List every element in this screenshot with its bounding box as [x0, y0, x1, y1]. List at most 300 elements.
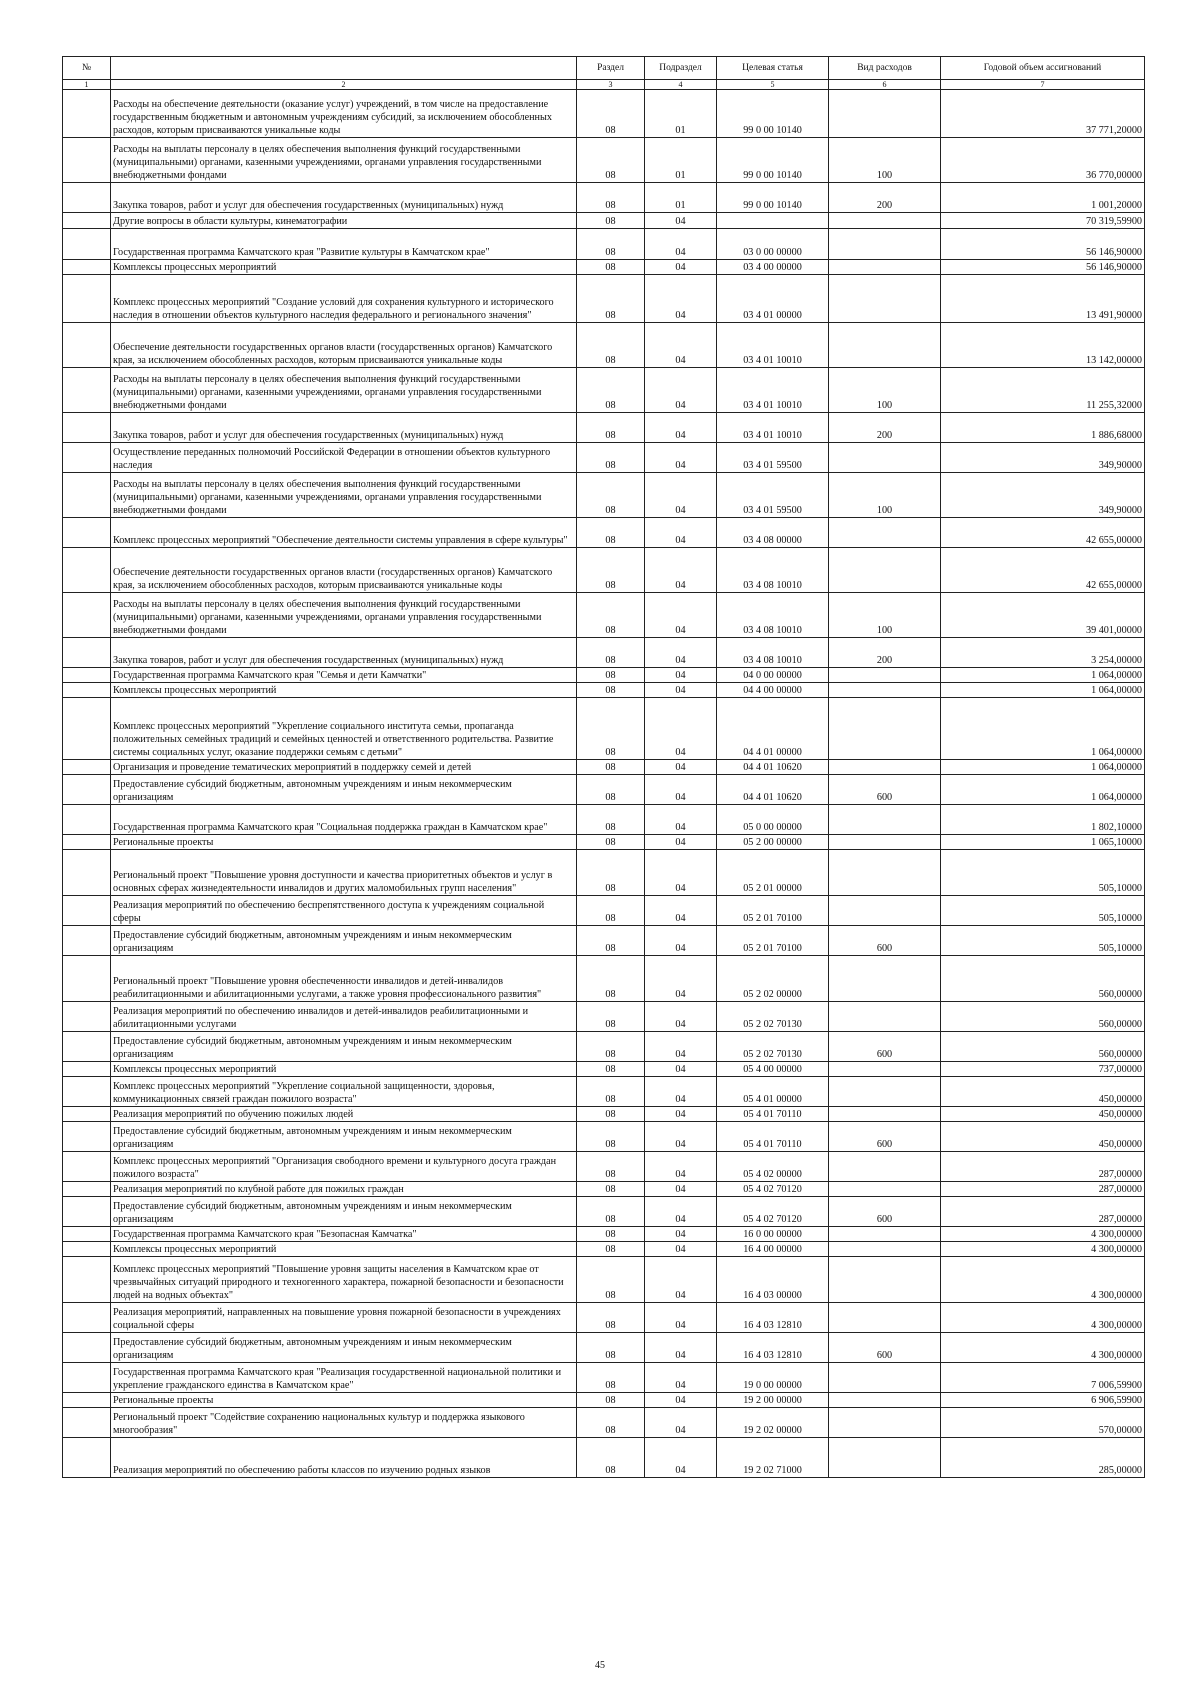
row-expense-type-cell: 100	[829, 138, 941, 183]
row-expense-type-cell: 600	[829, 1122, 941, 1152]
row-razdel-cell: 08	[577, 1393, 645, 1408]
row-razdel-cell: 08	[577, 956, 645, 1002]
row-podrazdel-cell: 04	[645, 548, 717, 593]
row-number-cell	[63, 1122, 111, 1152]
row-number-cell	[63, 443, 111, 473]
table-row	[63, 548, 1145, 593]
row-podrazdel-cell: 04	[645, 1363, 717, 1393]
row-razdel-cell: 08	[577, 1002, 645, 1032]
row-podrazdel-cell: 04	[645, 1122, 717, 1152]
budget-table	[62, 56, 1145, 1478]
row-expense-type-cell	[829, 1077, 941, 1107]
row-target-article-cell: 05 2 01 00000	[717, 850, 829, 896]
row-expense-type-cell	[829, 850, 941, 896]
row-name-cell: Другие вопросы в области культуры, кинематографии	[111, 213, 577, 229]
row-podrazdel-cell: 04	[645, 593, 717, 638]
row-amount-cell: 505,10000	[941, 896, 1145, 926]
row-expense-type-cell	[829, 260, 941, 275]
row-amount-cell: 56 146,90000	[941, 229, 1145, 260]
index-1: 1	[63, 80, 111, 90]
row-name-cell: Предоставление субсидий бюджетным, автономным учреждениям и иным некоммерческим организациям	[111, 1032, 577, 1062]
row-amount-cell: 349,90000	[941, 473, 1145, 518]
row-number-cell	[63, 1303, 111, 1333]
index-6: 6	[829, 80, 941, 90]
table-row	[63, 1077, 1145, 1107]
row-razdel-cell: 08	[577, 229, 645, 260]
row-podrazdel-cell: 04	[645, 1333, 717, 1363]
row-podrazdel-cell: 04	[645, 1182, 717, 1197]
row-target-article-cell: 99 0 00 10140	[717, 138, 829, 183]
header-podrazdel: Подраздел	[645, 57, 717, 80]
row-podrazdel-cell: 04	[645, 1393, 717, 1408]
row-amount-cell: 287,00000	[941, 1152, 1145, 1182]
row-amount-cell: 1 886,68000	[941, 413, 1145, 443]
row-name-cell: Государственная программа Камчатского края "Развитие культуры в Камчатском крае"	[111, 229, 577, 260]
row-expense-type-cell: 200	[829, 638, 941, 668]
row-expense-type-cell: 100	[829, 473, 941, 518]
table-row	[63, 213, 1145, 229]
row-name-cell: Обеспечение деятельности государственных органов власти (государственных органов) Камчатского края, за исключением обособленных расходов, которым присваиваются уникальные коды	[111, 548, 577, 593]
table-row	[63, 760, 1145, 775]
row-expense-type-cell: 600	[829, 926, 941, 956]
row-name-cell: Реализация мероприятий по обеспечению работы классов по изучению родных языков	[111, 1438, 577, 1478]
row-target-article-cell: 05 2 02 70130	[717, 1002, 829, 1032]
row-podrazdel-cell: 04	[645, 1032, 717, 1062]
row-razdel-cell: 08	[577, 805, 645, 835]
row-target-article-cell: 16 4 03 12810	[717, 1333, 829, 1363]
row-number-cell	[63, 1363, 111, 1393]
row-number-cell	[63, 926, 111, 956]
row-expense-type-cell	[829, 1363, 941, 1393]
row-razdel-cell: 08	[577, 1227, 645, 1242]
row-target-article-cell: 05 4 02 00000	[717, 1152, 829, 1182]
row-podrazdel-cell: 04	[645, 805, 717, 835]
table-row	[63, 183, 1145, 213]
row-podrazdel-cell: 04	[645, 213, 717, 229]
row-razdel-cell: 08	[577, 760, 645, 775]
row-number-cell	[63, 213, 111, 229]
table-body	[63, 90, 1145, 1478]
row-number-cell	[63, 1257, 111, 1303]
row-target-article-cell: 16 4 03 12810	[717, 1303, 829, 1333]
row-amount-cell: 56 146,90000	[941, 260, 1145, 275]
row-amount-cell: 1 064,00000	[941, 760, 1145, 775]
row-target-article-cell: 04 0 00 00000	[717, 668, 829, 683]
row-razdel-cell: 08	[577, 275, 645, 323]
row-podrazdel-cell: 04	[645, 638, 717, 668]
row-amount-cell: 1 065,10000	[941, 835, 1145, 850]
table-row	[63, 638, 1145, 668]
row-number-cell	[63, 1438, 111, 1478]
row-amount-cell: 11 255,32000	[941, 368, 1145, 413]
row-number-cell	[63, 90, 111, 138]
row-name-cell: Реализация мероприятий по обучению пожилых людей	[111, 1107, 577, 1122]
row-razdel-cell: 08	[577, 413, 645, 443]
row-amount-cell: 6 906,59900	[941, 1393, 1145, 1408]
row-amount-cell: 1 064,00000	[941, 683, 1145, 698]
row-expense-type-cell	[829, 1438, 941, 1478]
row-podrazdel-cell: 04	[645, 473, 717, 518]
row-amount-cell: 7 006,59900	[941, 1363, 1145, 1393]
row-podrazdel-cell: 04	[645, 835, 717, 850]
row-name-cell: Расходы на выплаты персоналу в целях обеспечения выполнения функций государственными (муниципальными) органами, казенными учреждениями, органами управления государственными внебюджетными фондами	[111, 368, 577, 413]
row-expense-type-cell	[829, 275, 941, 323]
header-razdel: Раздел	[577, 57, 645, 80]
row-target-article-cell: 05 4 01 70110	[717, 1107, 829, 1122]
table-row	[63, 1122, 1145, 1152]
row-razdel-cell: 08	[577, 593, 645, 638]
table-row	[63, 518, 1145, 548]
row-amount-cell: 737,00000	[941, 1062, 1145, 1077]
row-target-article-cell: 03 4 08 10010	[717, 548, 829, 593]
row-expense-type-cell	[829, 1408, 941, 1438]
row-number-cell	[63, 518, 111, 548]
row-razdel-cell: 08	[577, 668, 645, 683]
row-amount-cell: 450,00000	[941, 1077, 1145, 1107]
row-expense-type-cell	[829, 229, 941, 260]
table-row	[63, 926, 1145, 956]
row-number-cell	[63, 638, 111, 668]
row-number-cell	[63, 835, 111, 850]
row-number-cell	[63, 760, 111, 775]
row-amount-cell: 42 655,00000	[941, 518, 1145, 548]
row-expense-type-cell	[829, 323, 941, 368]
row-expense-type-cell	[829, 518, 941, 548]
table-row	[63, 775, 1145, 805]
row-target-article-cell: 05 4 01 70110	[717, 1122, 829, 1152]
row-target-article-cell: 03 4 08 10010	[717, 593, 829, 638]
row-podrazdel-cell: 04	[645, 1062, 717, 1077]
row-number-cell	[63, 1077, 111, 1107]
row-number-cell	[63, 1408, 111, 1438]
row-expense-type-cell	[829, 805, 941, 835]
header-expense-type: Вид расходов	[829, 57, 941, 80]
row-target-article-cell: 16 4 03 00000	[717, 1257, 829, 1303]
row-target-article-cell: 05 4 00 00000	[717, 1062, 829, 1077]
row-number-cell	[63, 775, 111, 805]
table-row	[63, 1333, 1145, 1363]
row-podrazdel-cell: 04	[645, 850, 717, 896]
row-number-cell	[63, 683, 111, 698]
row-name-cell: Комплексы процессных мероприятий	[111, 1062, 577, 1077]
row-amount-cell: 450,00000	[941, 1122, 1145, 1152]
row-target-article-cell: 04 4 01 00000	[717, 698, 829, 760]
row-name-cell: Расходы на выплаты персоналу в целях обеспечения выполнения функций государственными (муниципальными) органами, казенными учреждениями, органами управления государственными внебюджетными фондами	[111, 593, 577, 638]
row-number-cell	[63, 275, 111, 323]
row-name-cell: Предоставление субсидий бюджетным, автономным учреждениям и иным некоммерческим организациям	[111, 1122, 577, 1152]
table-row	[63, 805, 1145, 835]
row-amount-cell: 285,00000	[941, 1438, 1145, 1478]
row-name-cell: Предоставление субсидий бюджетным, автономным учреждениям и иным некоммерческим организациям	[111, 1333, 577, 1363]
row-razdel-cell: 08	[577, 1408, 645, 1438]
row-amount-cell: 1 064,00000	[941, 668, 1145, 683]
row-razdel-cell: 08	[577, 1333, 645, 1363]
row-target-article-cell: 03 4 01 59500	[717, 473, 829, 518]
table-row	[63, 1062, 1145, 1077]
row-razdel-cell: 08	[577, 1107, 645, 1122]
row-target-article-cell: 05 2 02 00000	[717, 956, 829, 1002]
table-row	[63, 260, 1145, 275]
row-expense-type-cell	[829, 896, 941, 926]
row-razdel-cell: 08	[577, 698, 645, 760]
table-row	[63, 368, 1145, 413]
row-amount-cell: 36 770,00000	[941, 138, 1145, 183]
row-podrazdel-cell: 04	[645, 668, 717, 683]
row-name-cell: Региональный проект "Повышение уровня доступности и качества приоритетных объектов и услуг в основных сферах жизнедеятельности инвалидов и других маломобильных групп населения"	[111, 850, 577, 896]
row-podrazdel-cell: 04	[645, 368, 717, 413]
row-amount-cell: 3 254,00000	[941, 638, 1145, 668]
row-amount-cell: 560,00000	[941, 956, 1145, 1002]
row-expense-type-cell	[829, 1002, 941, 1032]
row-razdel-cell: 08	[577, 1257, 645, 1303]
row-expense-type-cell	[829, 90, 941, 138]
row-name-cell: Реализация мероприятий, направленных на повышение уровня пожарной безопасности в учреждениях социальной сферы	[111, 1303, 577, 1333]
row-name-cell: Комплекс процессных мероприятий "Укрепление социальной защищенности, здоровья, коммуникационных связей граждан пожилого возраста"	[111, 1077, 577, 1107]
index-2: 2	[111, 80, 577, 90]
row-target-article-cell: 05 2 02 70130	[717, 1032, 829, 1062]
row-name-cell: Комплекс процессных мероприятий "Повышение уровня защиты населения в Камчатском крае от чрезвычайных ситуаций природного и техногенного характера, пожарной безопасности и безопасности людей на водных объектах"	[111, 1257, 577, 1303]
row-name-cell: Закупка товаров, работ и услуг для обеспечения государственных (муниципальных) нужд	[111, 183, 577, 213]
row-number-cell	[63, 260, 111, 275]
row-amount-cell: 70 319,59900	[941, 213, 1145, 229]
row-name-cell: Комплекс процессных мероприятий "Создание условий для сохранения культурного и исторического наследия в отношении объектов культурного наследия федерального и регионального значения"	[111, 275, 577, 323]
row-number-cell	[63, 1242, 111, 1257]
table-row	[63, 275, 1145, 323]
row-number-cell	[63, 805, 111, 835]
row-expense-type-cell	[829, 548, 941, 593]
row-expense-type-cell: 600	[829, 775, 941, 805]
table-row	[63, 668, 1145, 683]
row-podrazdel-cell: 01	[645, 90, 717, 138]
row-podrazdel-cell: 04	[645, 275, 717, 323]
row-expense-type-cell: 200	[829, 183, 941, 213]
row-number-cell	[63, 1182, 111, 1197]
table-row	[63, 1197, 1145, 1227]
row-target-article-cell: 03 4 01 00000	[717, 275, 829, 323]
row-amount-cell: 1 064,00000	[941, 698, 1145, 760]
table-row	[63, 229, 1145, 260]
row-amount-cell: 4 300,00000	[941, 1257, 1145, 1303]
row-expense-type-cell	[829, 1393, 941, 1408]
row-name-cell: Комплекс процессных мероприятий "Укрепление социального института семьи, пропаганда положительных семейных традиций и семейных ценностей и ответственного родительства. Развитие системы социальных услуг, оказание поддержки семьям с детьми"	[111, 698, 577, 760]
table-row	[63, 1363, 1145, 1393]
table-row	[63, 1257, 1145, 1303]
row-name-cell: Предоставление субсидий бюджетным, автономным учреждениям и иным некоммерческим организациям	[111, 926, 577, 956]
row-razdel-cell: 08	[577, 443, 645, 473]
row-target-article-cell: 99 0 00 10140	[717, 183, 829, 213]
table-row	[63, 1408, 1145, 1438]
row-expense-type-cell	[829, 1242, 941, 1257]
row-name-cell: Региональный проект "Содействие сохранению национальных культур и поддержка языкового многообразия"	[111, 1408, 577, 1438]
row-podrazdel-cell: 04	[645, 698, 717, 760]
row-amount-cell: 1 064,00000	[941, 775, 1145, 805]
row-expense-type-cell	[829, 1303, 941, 1333]
row-razdel-cell: 08	[577, 138, 645, 183]
row-target-article-cell: 19 0 00 00000	[717, 1363, 829, 1393]
row-expense-type-cell: 600	[829, 1032, 941, 1062]
header-number: №	[63, 57, 111, 80]
row-expense-type-cell	[829, 698, 941, 760]
table-row	[63, 323, 1145, 368]
row-razdel-cell: 08	[577, 183, 645, 213]
row-name-cell: Организация и проведение тематических мероприятий в поддержку семей и детей	[111, 760, 577, 775]
row-number-cell	[63, 850, 111, 896]
table-row	[63, 698, 1145, 760]
index-4: 4	[645, 80, 717, 90]
row-expense-type-cell	[829, 213, 941, 229]
row-expense-type-cell	[829, 1182, 941, 1197]
row-razdel-cell: 08	[577, 835, 645, 850]
row-expense-type-cell	[829, 760, 941, 775]
row-name-cell: Расходы на выплаты персоналу в целях обеспечения выполнения функций государственными (муниципальными) органами, казенными учреждениями, органами управления государственными внебюджетными фондами	[111, 473, 577, 518]
row-podrazdel-cell: 04	[645, 323, 717, 368]
row-podrazdel-cell: 04	[645, 760, 717, 775]
row-name-cell: Расходы на обеспечение деятельности (оказание услуг) учреждений, в том числе на предоставление государственным бюджетным и автономным учреждениям субсидий, за исключением обособленных расходов, которым присваиваются уникальные коды	[111, 90, 577, 138]
table-row	[63, 1032, 1145, 1062]
row-razdel-cell: 08	[577, 683, 645, 698]
table-row	[63, 1393, 1145, 1408]
row-number-cell	[63, 1032, 111, 1062]
row-razdel-cell: 08	[577, 260, 645, 275]
row-razdel-cell: 08	[577, 1077, 645, 1107]
row-razdel-cell: 08	[577, 1438, 645, 1478]
row-amount-cell: 4 300,00000	[941, 1242, 1145, 1257]
row-podrazdel-cell: 04	[645, 956, 717, 1002]
row-target-article-cell: 05 4 01 00000	[717, 1077, 829, 1107]
table-row	[63, 896, 1145, 926]
row-amount-cell: 450,00000	[941, 1107, 1145, 1122]
table-row	[63, 1182, 1145, 1197]
row-razdel-cell: 08	[577, 1062, 645, 1077]
row-expense-type-cell: 200	[829, 413, 941, 443]
table-row	[63, 473, 1145, 518]
row-razdel-cell: 08	[577, 1363, 645, 1393]
row-name-cell: Закупка товаров, работ и услуг для обеспечения государственных (муниципальных) нужд	[111, 638, 577, 668]
row-podrazdel-cell: 04	[645, 926, 717, 956]
header-name	[111, 57, 577, 80]
row-amount-cell: 1 001,20000	[941, 183, 1145, 213]
row-amount-cell: 42 655,00000	[941, 548, 1145, 593]
row-number-cell	[63, 698, 111, 760]
row-number-cell	[63, 548, 111, 593]
table-index-row	[63, 80, 1145, 90]
row-amount-cell: 505,10000	[941, 850, 1145, 896]
row-target-article-cell: 03 4 00 00000	[717, 260, 829, 275]
row-number-cell	[63, 229, 111, 260]
row-razdel-cell: 08	[577, 775, 645, 805]
table-row	[63, 1227, 1145, 1242]
row-razdel-cell: 08	[577, 518, 645, 548]
row-name-cell: Реализация мероприятий по обеспечению инвалидов и детей-инвалидов реабилитационными и абилитационными услугами	[111, 1002, 577, 1032]
row-razdel-cell: 08	[577, 473, 645, 518]
row-expense-type-cell	[829, 1152, 941, 1182]
row-name-cell: Реализация мероприятий по клубной работе для пожилых граждан	[111, 1182, 577, 1197]
row-number-cell	[63, 1002, 111, 1032]
row-podrazdel-cell: 04	[645, 260, 717, 275]
row-name-cell: Региональные проекты	[111, 1393, 577, 1408]
row-razdel-cell: 08	[577, 213, 645, 229]
row-expense-type-cell	[829, 1227, 941, 1242]
row-razdel-cell: 08	[577, 1032, 645, 1062]
row-target-article-cell: 16 0 00 00000	[717, 1227, 829, 1242]
row-podrazdel-cell: 04	[645, 1227, 717, 1242]
row-target-article-cell: 03 4 08 00000	[717, 518, 829, 548]
row-razdel-cell: 08	[577, 1182, 645, 1197]
row-name-cell: Комплексы процессных мероприятий	[111, 1242, 577, 1257]
table-row	[63, 1107, 1145, 1122]
row-expense-type-cell: 100	[829, 368, 941, 413]
row-target-article-cell: 04 4 01 10620	[717, 775, 829, 805]
row-razdel-cell: 08	[577, 896, 645, 926]
table-row	[63, 90, 1145, 138]
row-expense-type-cell	[829, 956, 941, 1002]
row-expense-type-cell	[829, 1062, 941, 1077]
row-name-cell: Региональные проекты	[111, 835, 577, 850]
header-annual-amount: Годовой объем ассигнований	[941, 57, 1145, 80]
row-podrazdel-cell: 04	[645, 775, 717, 805]
row-number-cell	[63, 896, 111, 926]
row-number-cell	[63, 1333, 111, 1363]
row-amount-cell: 1 802,10000	[941, 805, 1145, 835]
index-7: 7	[941, 80, 1145, 90]
row-amount-cell: 4 300,00000	[941, 1333, 1145, 1363]
row-target-article-cell: 03 0 00 00000	[717, 229, 829, 260]
table-row	[63, 850, 1145, 896]
table-row	[63, 1002, 1145, 1032]
row-number-cell	[63, 1227, 111, 1242]
row-amount-cell: 505,10000	[941, 926, 1145, 956]
row-name-cell: Осуществление переданных полномочий Российской Федерации в отношении объектов культурного наследия	[111, 443, 577, 473]
table-row	[63, 443, 1145, 473]
row-name-cell: Обеспечение деятельности государственных органов власти (государственных органов) Камчатского края, за исключением обособленных расходов, которым присваиваются уникальные коды	[111, 323, 577, 368]
row-name-cell: Комплекс процессных мероприятий "Обеспечение деятельности системы управления в сфере культуры"	[111, 518, 577, 548]
row-razdel-cell: 08	[577, 90, 645, 138]
row-expense-type-cell	[829, 835, 941, 850]
table-row	[63, 956, 1145, 1002]
row-expense-type-cell	[829, 683, 941, 698]
row-amount-cell: 560,00000	[941, 1032, 1145, 1062]
row-number-cell	[63, 1062, 111, 1077]
row-target-article-cell: 05 2 01 70100	[717, 896, 829, 926]
row-target-article-cell: 19 2 00 00000	[717, 1393, 829, 1408]
row-name-cell: Региональный проект "Повышение уровня обеспеченности инвалидов и детей-инвалидов реабилитационными и абилитационными услугами, а также уровня профессионального развития"	[111, 956, 577, 1002]
row-amount-cell: 570,00000	[941, 1408, 1145, 1438]
row-amount-cell: 4 300,00000	[941, 1227, 1145, 1242]
row-number-cell	[63, 668, 111, 683]
row-target-article-cell: 05 0 00 00000	[717, 805, 829, 835]
row-name-cell: Комплексы процессных мероприятий	[111, 260, 577, 275]
row-number-cell	[63, 183, 111, 213]
row-expense-type-cell: 100	[829, 593, 941, 638]
row-podrazdel-cell: 04	[645, 1408, 717, 1438]
row-name-cell: Предоставление субсидий бюджетным, автономным учреждениям и иным некоммерческим организациям	[111, 1197, 577, 1227]
row-expense-type-cell	[829, 668, 941, 683]
row-podrazdel-cell: 04	[645, 443, 717, 473]
row-amount-cell: 13 142,00000	[941, 323, 1145, 368]
row-podrazdel-cell: 01	[645, 138, 717, 183]
row-target-article-cell: 19 2 02 00000	[717, 1408, 829, 1438]
row-podrazdel-cell: 04	[645, 683, 717, 698]
row-razdel-cell: 08	[577, 1122, 645, 1152]
row-podrazdel-cell: 04	[645, 413, 717, 443]
row-podrazdel-cell: 04	[645, 518, 717, 548]
row-target-article-cell: 05 2 01 70100	[717, 926, 829, 956]
row-target-article-cell	[717, 213, 829, 229]
row-name-cell: Закупка товаров, работ и услуг для обеспечения государственных (муниципальных) нужд	[111, 413, 577, 443]
header-target-article: Целевая статья	[717, 57, 829, 80]
budget-sheet	[62, 56, 1144, 1478]
row-razdel-cell: 08	[577, 1152, 645, 1182]
